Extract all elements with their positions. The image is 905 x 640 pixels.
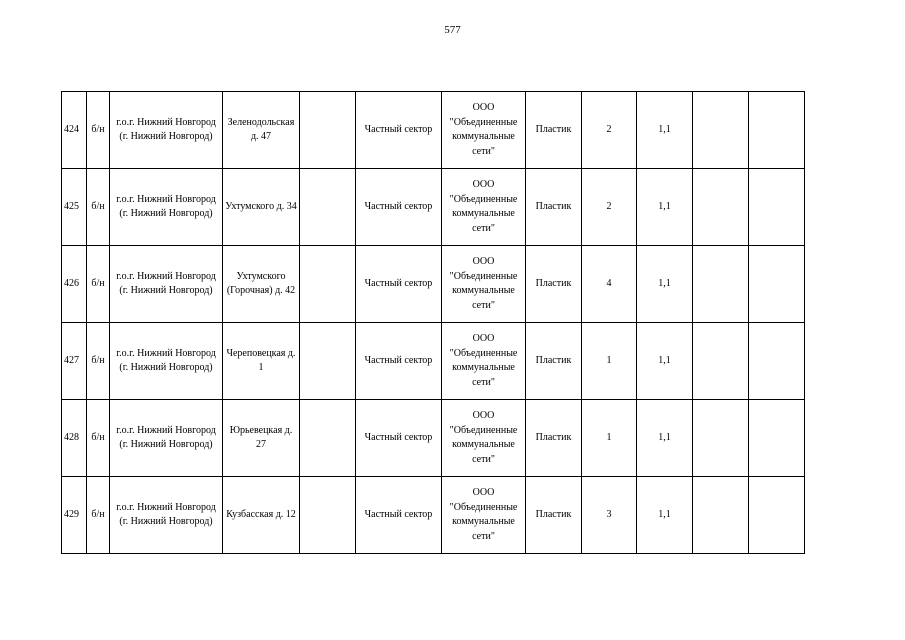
- container-count: 1: [582, 400, 637, 477]
- material: Пластик: [526, 92, 582, 169]
- empty-cell: [749, 92, 805, 169]
- table-row: [62, 246, 805, 323]
- empty-cell: [693, 169, 749, 246]
- container-count: 3: [582, 477, 637, 554]
- table-row: [62, 400, 805, 477]
- sector: Частный сектор: [356, 323, 442, 400]
- empty-cell: [749, 246, 805, 323]
- registry-number: б/н: [87, 323, 110, 400]
- container-count: 2: [582, 92, 637, 169]
- row-number: 427: [62, 323, 87, 400]
- page-number: 577: [444, 24, 461, 36]
- empty-cell: [693, 400, 749, 477]
- address: Кузбасская д. 12: [223, 477, 300, 554]
- address: Череповецкая д. 1: [223, 323, 300, 400]
- address: Ухтумского д. 34: [223, 169, 300, 246]
- empty-cell: [300, 246, 356, 323]
- empty-cell: [300, 400, 356, 477]
- container-volume: 1,1: [637, 246, 693, 323]
- material: Пластик: [526, 400, 582, 477]
- registry-number: б/н: [87, 400, 110, 477]
- empty-cell: [749, 400, 805, 477]
- address: Ухтумского (Горочная) д. 42: [223, 246, 300, 323]
- container-volume: 1,1: [637, 400, 693, 477]
- container-volume: 1,1: [637, 169, 693, 246]
- table-body: [62, 92, 805, 554]
- empty-cell: [300, 169, 356, 246]
- owner: ООО "Объединенные коммунальные сети": [442, 169, 526, 246]
- municipality: г.о.г. Нижний Новгород (г. Нижний Новгород): [110, 477, 223, 554]
- row-number: 428: [62, 400, 87, 477]
- row-number: 425: [62, 169, 87, 246]
- empty-cell: [749, 477, 805, 554]
- empty-cell: [693, 246, 749, 323]
- owner: ООО "Объединенные коммунальные сети": [442, 92, 526, 169]
- container-volume: 1,1: [637, 323, 693, 400]
- sector: Частный сектор: [356, 246, 442, 323]
- empty-cell: [693, 323, 749, 400]
- row-number: 424: [62, 92, 87, 169]
- municipality: г.о.г. Нижний Новгород (г. Нижний Новгород): [110, 169, 223, 246]
- owner: ООО "Объединенные коммунальные сети": [442, 246, 526, 323]
- empty-cell: [300, 92, 356, 169]
- municipality: г.о.г. Нижний Новгород (г. Нижний Новгород): [110, 92, 223, 169]
- owner: ООО "Объединенные коммунальные сети": [442, 400, 526, 477]
- address: Зеленодольская д. 47: [223, 92, 300, 169]
- sector: Частный сектор: [356, 477, 442, 554]
- material: Пластик: [526, 323, 582, 400]
- container-count: 2: [582, 169, 637, 246]
- sector: Частный сектор: [356, 169, 442, 246]
- empty-cell: [300, 323, 356, 400]
- empty-cell: [749, 323, 805, 400]
- container-volume: 1,1: [637, 92, 693, 169]
- registry-number: б/н: [87, 477, 110, 554]
- material: Пластик: [526, 246, 582, 323]
- material: Пластик: [526, 477, 582, 554]
- municipality: г.о.г. Нижний Новгород (г. Нижний Новгород): [110, 323, 223, 400]
- table-row: [62, 477, 805, 554]
- registry-number: б/н: [87, 92, 110, 169]
- municipality: г.о.г. Нижний Новгород (г. Нижний Новгород): [110, 246, 223, 323]
- table-row: [62, 323, 805, 400]
- owner: ООО "Объединенные коммунальные сети": [442, 477, 526, 554]
- registry-number: б/н: [87, 169, 110, 246]
- table-row: [62, 92, 805, 169]
- empty-cell: [300, 477, 356, 554]
- material: Пластик: [526, 169, 582, 246]
- municipality: г.о.г. Нижний Новгород (г. Нижний Новгород): [110, 400, 223, 477]
- empty-cell: [749, 169, 805, 246]
- row-number: 429: [62, 477, 87, 554]
- container-sites-table: [61, 91, 805, 554]
- registry-number: б/н: [87, 246, 110, 323]
- empty-cell: [693, 92, 749, 169]
- sector: Частный сектор: [356, 92, 442, 169]
- sector: Частный сектор: [356, 400, 442, 477]
- empty-cell: [693, 477, 749, 554]
- container-volume: 1,1: [637, 477, 693, 554]
- container-count: 4: [582, 246, 637, 323]
- owner: ООО "Объединенные коммунальные сети": [442, 323, 526, 400]
- row-number: 426: [62, 246, 87, 323]
- container-count: 1: [582, 323, 637, 400]
- address: Юрьевецкая д. 27: [223, 400, 300, 477]
- table-row: [62, 169, 805, 246]
